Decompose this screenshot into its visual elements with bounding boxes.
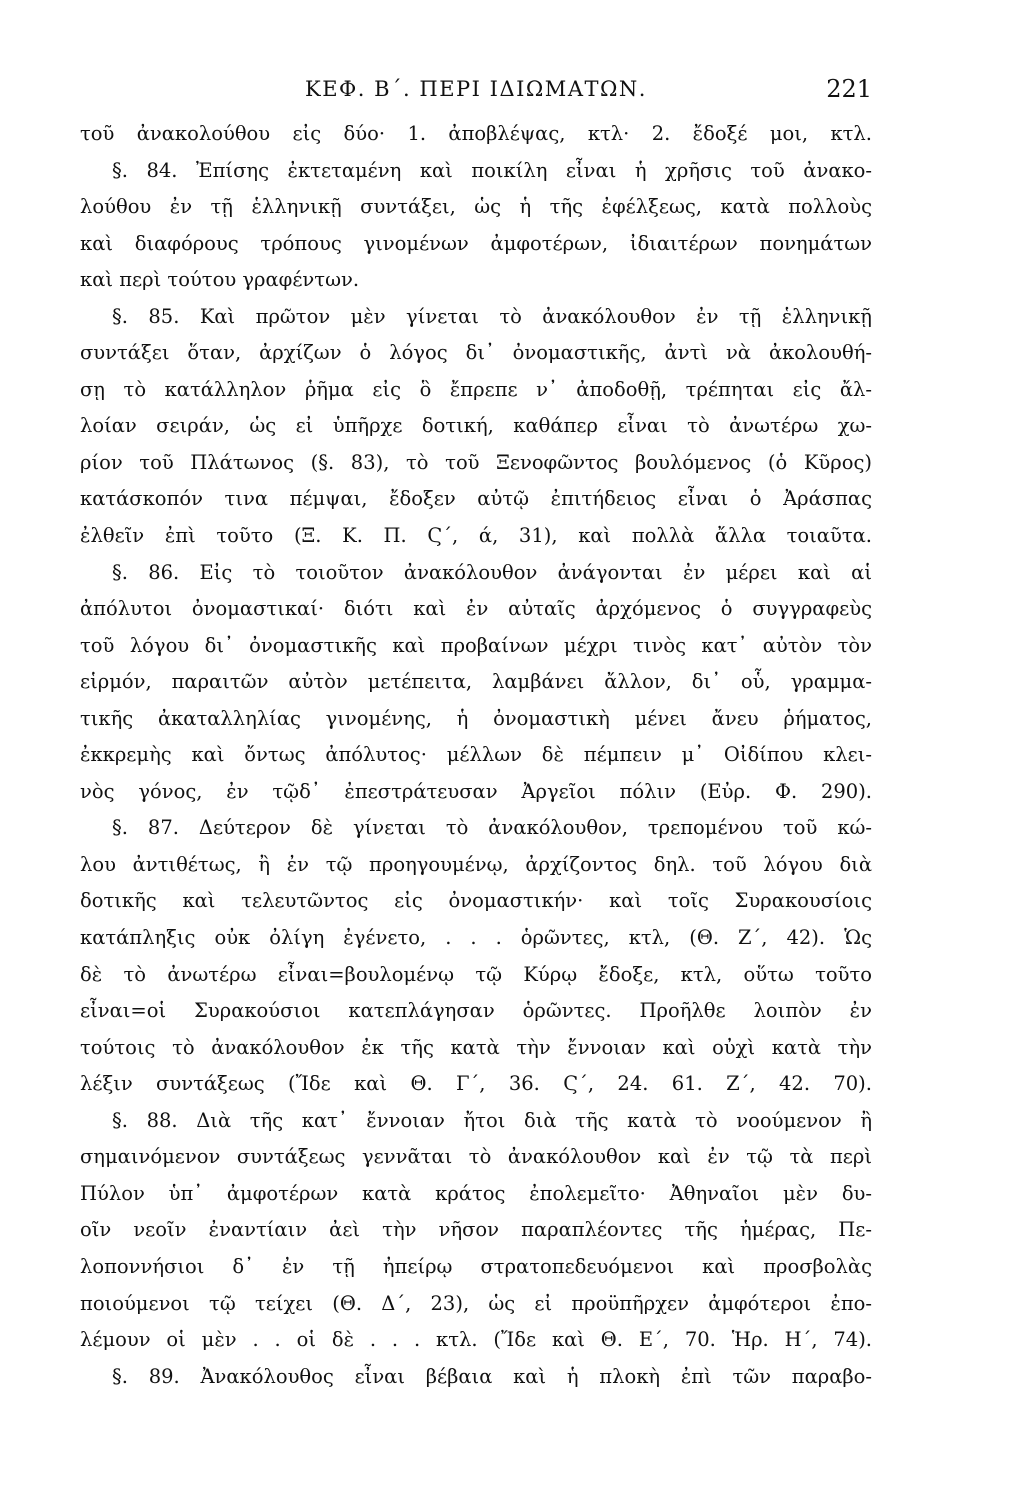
text-line: τοῦ ἀνακολούθου εἰς δύο· 1. ἀποβλέψας, κτλ· 2. ἔδοξέ μοι, κτλ. — [80, 122, 872, 145]
text-line: §. 89. Ἀνακόλουθος εἶναι βέβαια καὶ ἡ πλοκὴ ἐπὶ τῶν παραβο- — [112, 1364, 872, 1388]
text-line: Πύλον ὑπ᾽ ἀμφοτέρων κατὰ κράτος ἐπολεμεῖτο· Ἀθηναῖοι μὲν δυ- — [80, 1181, 872, 1205]
text-line: ποιούμενοι τῷ τείχει (Θ. Δ΄, 23), ὡς εἰ προϋπῆρχεν ἀμφότεροι ἐπο- — [80, 1291, 872, 1315]
text-line: τούτοις τὸ ἀνακόλουθον ἐκ τῆς κατὰ τὴν ἔννοιαν καὶ οὐχὶ κατὰ τὴν — [80, 1035, 872, 1059]
text-line: §. 85. Καὶ πρῶτον μὲν γίνεται τὸ ἀνακόλουθον ἐν τῇ ἑλληνικῇ — [112, 304, 872, 328]
text-line: §. 87. Δεύτερον δὲ γίνεται τὸ ἀνακόλουθον, τρεπομένου τοῦ κώ- — [112, 816, 872, 840]
page-number: 221 — [826, 75, 872, 103]
page-body — [80, 116, 872, 1395]
text-line: λέμουν οἱ μὲν . . οἱ δὲ . . . κτλ. (Ἴδε καὶ Θ. Ε΄, 70. Ἡρ. Η΄, 74). — [80, 1328, 872, 1352]
text-line: §. 88. Διὰ τῆς κατ᾽ ἔννοιαν ἤτοι διὰ τῆς κατὰ τὸ νοούμενον ἢ — [112, 1108, 872, 1132]
text-line: τικῆς ἀκαταλληλίας γινομένης, ἡ ὀνομαστικὴ μένει ἄνευ ῥήματος, — [80, 706, 872, 730]
text-line: §. 86. Εἰς τὸ τοιοῦτον ἀνακόλουθον ἀνάγονται ἐν μέρει καὶ αἱ — [112, 560, 872, 584]
text-line: ἀπόλυτοι ὀνομαστικαί· διότι καὶ ἐν αὐταῖς ἀρχόμενος ὁ συγγραφεὺς — [80, 597, 872, 621]
text-line: λοποννήσιοι δ᾽ ἐν τῇ ἠπείρῳ στρατοπεδευόμενοι καὶ προσβολὰς — [80, 1254, 872, 1278]
text-line: ἐκκρεμὴς καὶ ὄντως ἀπόλυτος· μέλλων δὲ πέμπειν μ᾽ Οἰδίπου κλει- — [80, 743, 872, 767]
text-line: νὸς γόνος, ἐν τῷδ᾽ ἐπεστράτευσαν Ἀργεῖοι πόλιν (Εὐρ. Φ. 290). — [80, 779, 872, 803]
text-line: ἐλθεῖν ἐπὶ τοῦτο (Ξ. Κ. Π. Ϛ΄, ά, 31), καὶ πολλὰ ἄλλα τοιαῦτα. — [80, 524, 872, 548]
text-line: δὲ τὸ ἀνωτέρω εἶναι=βουλομένῳ τῷ Κύρῳ ἔδοξε, κτλ, οὕτω τοῦτο — [80, 962, 872, 986]
text-line: εἱρμόν, παραιτῶν αὐτὸν μετέπειτα, λαμβάνει ἄλλον, δι᾽ οὗ, γραμμα- — [80, 670, 872, 694]
text-line: λέξιν συντάξεως (Ἴδε καὶ Θ. Γ΄, 36. Ϛ΄, 24. 61. Ζ΄, 42. 70). — [80, 1072, 872, 1096]
text-line: κατάπληξις οὐκ ὀλίγη ἐγένετο, . . . ὁρῶντες, κτλ, (Θ. Ζ΄, 42). Ὡς — [80, 926, 872, 950]
running-title: ΚΕΦ. Β΄. ΠΕΡΙ ΙΔΙΩΜΑΤΩΝ. — [305, 77, 647, 101]
text-line: συντάξει ὅταν, ἀρχίζων ὁ λόγος δι᾽ ὀνομαστικῆς, ἀντὶ νὰ ἀκολουθή- — [80, 341, 872, 365]
text-line: οῖν νεοῖν ἐναντίαιν ἀεὶ τὴν νῆσον παραπλέοντες τῆς ἡμέρας, Πε- — [80, 1218, 872, 1242]
text-line: §. 84. Ἐπίσης ἐκτεταμένη καὶ ποικίλη εἶναι ἡ χρῆσις τοῦ ἀνακο- — [112, 158, 872, 182]
text-line: λούθου ἐν τῇ ἑλληνικῇ συντάξει, ὡς ἡ τῆς ἐφέλξεως, κατὰ πολλοὺς — [80, 195, 872, 219]
text-line: κατάσκοπόν τινα πέμψαι, ἔδοξεν αὐτῷ ἐπιτήδειος εἶναι ὁ Ἀράσπας — [80, 487, 872, 511]
running-header — [80, 72, 872, 106]
text-line: σῃ τὸ κατάλληλον ῥῆμα εἰς ὃ ἔπρεπε ν᾽ ἀποδοθῇ, τρέπηται εἰς ἄλ- — [80, 377, 872, 401]
text-line: καὶ διαφόρους τρόπους γινομένων ἀμφοτέρων, ἰδιαιτέρων πονημάτων — [80, 231, 872, 255]
text-line: ρίον τοῦ Πλάτωνος (§. 83), τὸ τοῦ Ξενοφῶντος βουλόμενος (ὁ Κῦρος) — [80, 450, 872, 474]
text-line: λου ἀντιθέτως, ἢ ἐν τῷ προηγουμένῳ, ἀρχίζοντος δηλ. τοῦ λόγου διὰ — [80, 852, 872, 876]
text-line: εἶναι=οἱ Συρακούσιοι κατεπλάγησαν ὁρῶντες. Προῆλθε λοιπὸν ἐν — [80, 999, 872, 1023]
text-line: σημαινόμενον συντάξεως γεννᾶται τὸ ἀνακόλουθον καὶ ἐν τῷ τὰ περὶ — [80, 1145, 872, 1169]
text-line: καὶ περὶ τούτου γραφέντων. — [80, 268, 360, 292]
text-line: τοῦ λόγου δι᾽ ὀνομαστικῆς καὶ προβαίνων μέχρι τινὸς κατ᾽ αὐτὸν τὸν — [80, 633, 872, 657]
text-line: δοτικῆς καὶ τελευτῶντος εἰς ὀνομαστικήν· καὶ τοῖς Συρακουσίοις — [80, 889, 872, 913]
text-line: λοίαν σειράν, ὡς εἰ ὑπῆρχε δοτική, καθάπερ εἶναι τὸ ἀνωτέρω χω- — [80, 414, 872, 438]
